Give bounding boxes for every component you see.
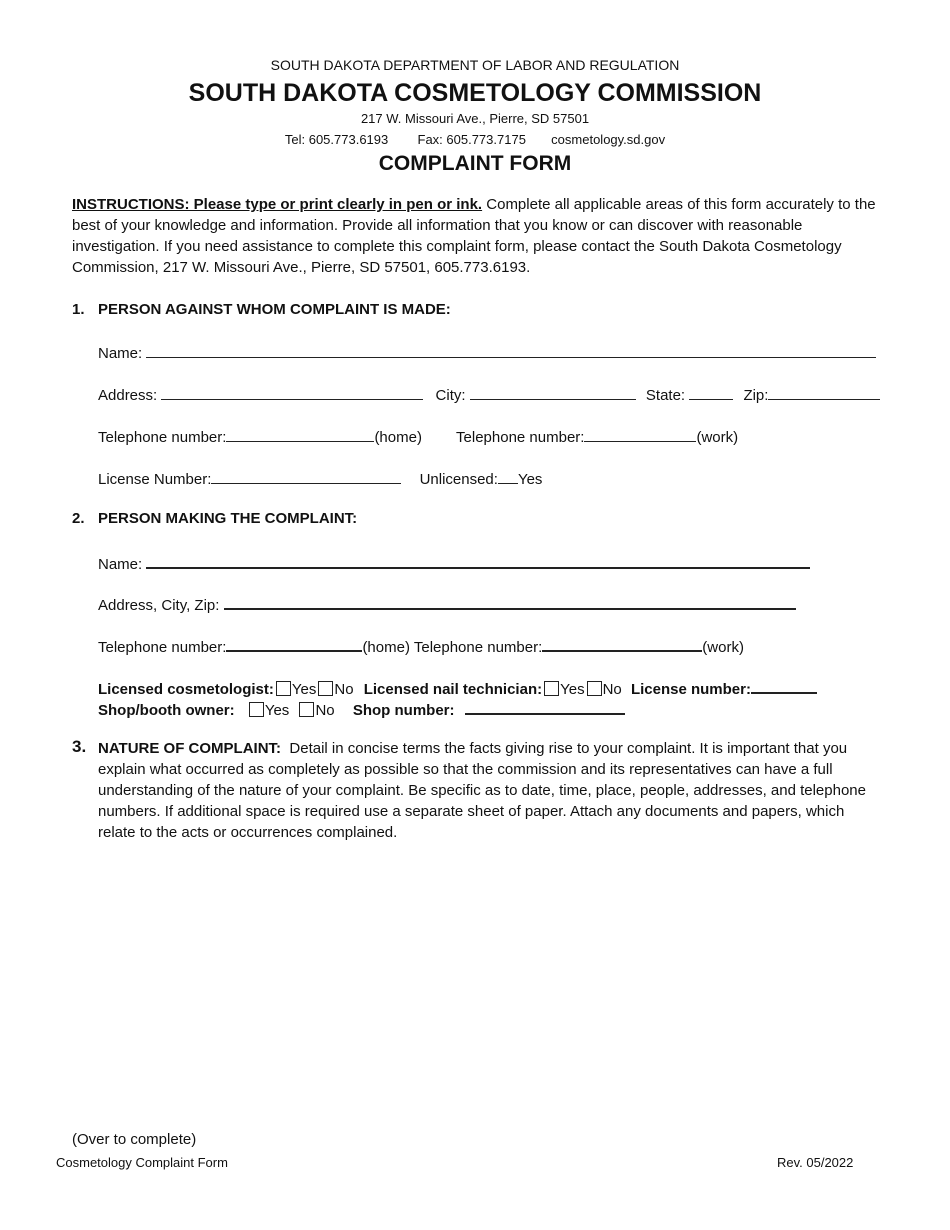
s2-cosmetologist-label: Licensed cosmetologist: [98, 681, 274, 698]
s2-work-label: (work) [702, 639, 744, 656]
s1-address-row [98, 384, 880, 404]
s2-address-field[interactable] [224, 593, 796, 610]
s2-name-field[interactable] [146, 552, 810, 569]
s1-work-label: (work) [696, 429, 739, 446]
cosmetologist-no-checkbox[interactable] [318, 681, 333, 696]
department-name: SOUTH DAKOTA DEPARTMENT OF LABOR AND REGULATION [270, 57, 680, 73]
nail-no-checkbox[interactable] [587, 681, 602, 696]
commission-title: SOUTH DAKOTA COSMETOLOGY COMMISSION [188, 79, 762, 107]
section2-title: PERSON MAKING THE COMPLAINT: [98, 510, 358, 527]
s1-home-label: (home) [374, 429, 422, 446]
s1-unlicensed-label: Unlicensed: [419, 471, 498, 488]
s2-tel-label: Telephone number: [98, 639, 227, 656]
contact-line [0, 132, 950, 147]
shop-owner-yes-label: Yes [264, 702, 290, 719]
instructions-body: Complete all applicable areas of this form accurately to the best of your knowledge and information. Provide all information that you know or can discover with reasonable investigation. If you need assistance to complete this complaint form, please contact the South Dakota Cosmetology Commission, 217 W. Missouri Ave., Pierre, SD 57501, 605.773.6193. [72, 196, 876, 276]
s1-telephone-row [98, 426, 738, 446]
s2-nail-label: Licensed nail technician: [363, 681, 543, 698]
s2-name-row [98, 552, 810, 573]
section1-title: PERSON AGAINST WHOM COMPLAINT IS MADE: [98, 301, 451, 318]
s2-name-label: Name: [98, 556, 143, 573]
s2-license-row [98, 677, 817, 698]
s1-state-field[interactable] [689, 384, 733, 400]
commission-address: 217 W. Missouri Ave., Pierre, SD 57501 [360, 111, 590, 126]
s2-telephone-row [98, 635, 744, 656]
section2-number: 2. [72, 510, 85, 527]
s2-license-number-field[interactable] [751, 677, 817, 694]
s1-tel-work-label: Telephone number: [456, 429, 585, 446]
s2-shop-number-field[interactable] [465, 698, 625, 715]
s2-license-number-label: License number: [630, 681, 751, 698]
cosmetologist-yes-checkbox[interactable] [276, 681, 291, 696]
shop-owner-yes-checkbox[interactable] [249, 702, 264, 717]
s2-shop-row [98, 698, 625, 719]
section1-number: 1. [72, 301, 85, 318]
s1-state-label: State: [645, 387, 686, 404]
s2-shop-number-label: Shop number: [352, 702, 455, 719]
nail-yes-checkbox[interactable] [544, 681, 559, 696]
shop-owner-no-checkbox[interactable] [299, 702, 314, 717]
section3-title: NATURE OF COMPLAINT: [98, 740, 282, 757]
s2-tel-work-field[interactable] [542, 635, 702, 652]
s1-tel-home-label: Telephone number: [98, 429, 227, 446]
s1-city-label: City: [435, 387, 466, 404]
s1-name-row [98, 342, 876, 362]
cosmetologist-yes-label: Yes [291, 681, 317, 698]
section3-text [98, 738, 868, 843]
cosmetologist-no-label: No [334, 681, 354, 698]
s1-license-label: License Number: [98, 471, 212, 488]
s2-home-tel-label: (home) Telephone number: [362, 639, 543, 656]
s2-tel-home-field[interactable] [226, 635, 362, 652]
telephone: Tel: 605.773.6193 [284, 132, 389, 147]
nail-yes-label: Yes [560, 681, 585, 698]
s1-name-field[interactable] [146, 342, 876, 358]
over-to-complete: (Over to complete) [72, 1131, 197, 1148]
s1-zip-field[interactable] [768, 384, 880, 400]
footer-revision: Rev. 05/2022 [777, 1155, 854, 1170]
section3-body: Detail in concise terms the facts giving rise to your complaint. It is important that you explain what occurred as completely as possible so that the commission and its representatives can have a full understanding of the nature of your complaint. Be specific as to date, time, place, people, addresses, and telephone numbers. If additional space is required use a separate sheet of paper. Attach any documents and papers, which relate to the acts or occurrences complained. [98, 740, 866, 841]
s1-tel-work-field[interactable] [584, 426, 696, 442]
instructions [72, 194, 882, 278]
nail-no-label: No [602, 681, 622, 698]
shop-owner-no-label: No [315, 702, 335, 719]
form-title: COMPLAINT FORM [378, 152, 572, 175]
s1-license-row [98, 468, 542, 488]
s1-zip-label: Zip: [743, 387, 769, 404]
fax: Fax: 605.773.7175 [417, 132, 526, 147]
section3-number: 3. [72, 737, 87, 756]
s1-unlicensed-yes: Yes [517, 471, 543, 488]
s1-name-label: Name: [98, 345, 143, 362]
s1-tel-home-field[interactable] [226, 426, 374, 442]
instructions-lead: INSTRUCTIONS: Please type or print clearly in pen or ink. [72, 196, 483, 213]
s2-address-label: Address, City, Zip: [98, 597, 220, 614]
s1-unlicensed-field[interactable] [498, 468, 518, 484]
footer-form-name: Cosmetology Complaint Form [56, 1155, 228, 1170]
s2-address-row [98, 593, 796, 614]
s2-shop-owner-label: Shop/booth owner: [98, 702, 235, 719]
s1-license-field[interactable] [211, 468, 401, 484]
s1-address-field[interactable] [161, 384, 423, 400]
s1-address-label: Address: [98, 387, 158, 404]
s1-city-field[interactable] [470, 384, 636, 400]
website: cosmetology.sd.gov [551, 132, 666, 147]
